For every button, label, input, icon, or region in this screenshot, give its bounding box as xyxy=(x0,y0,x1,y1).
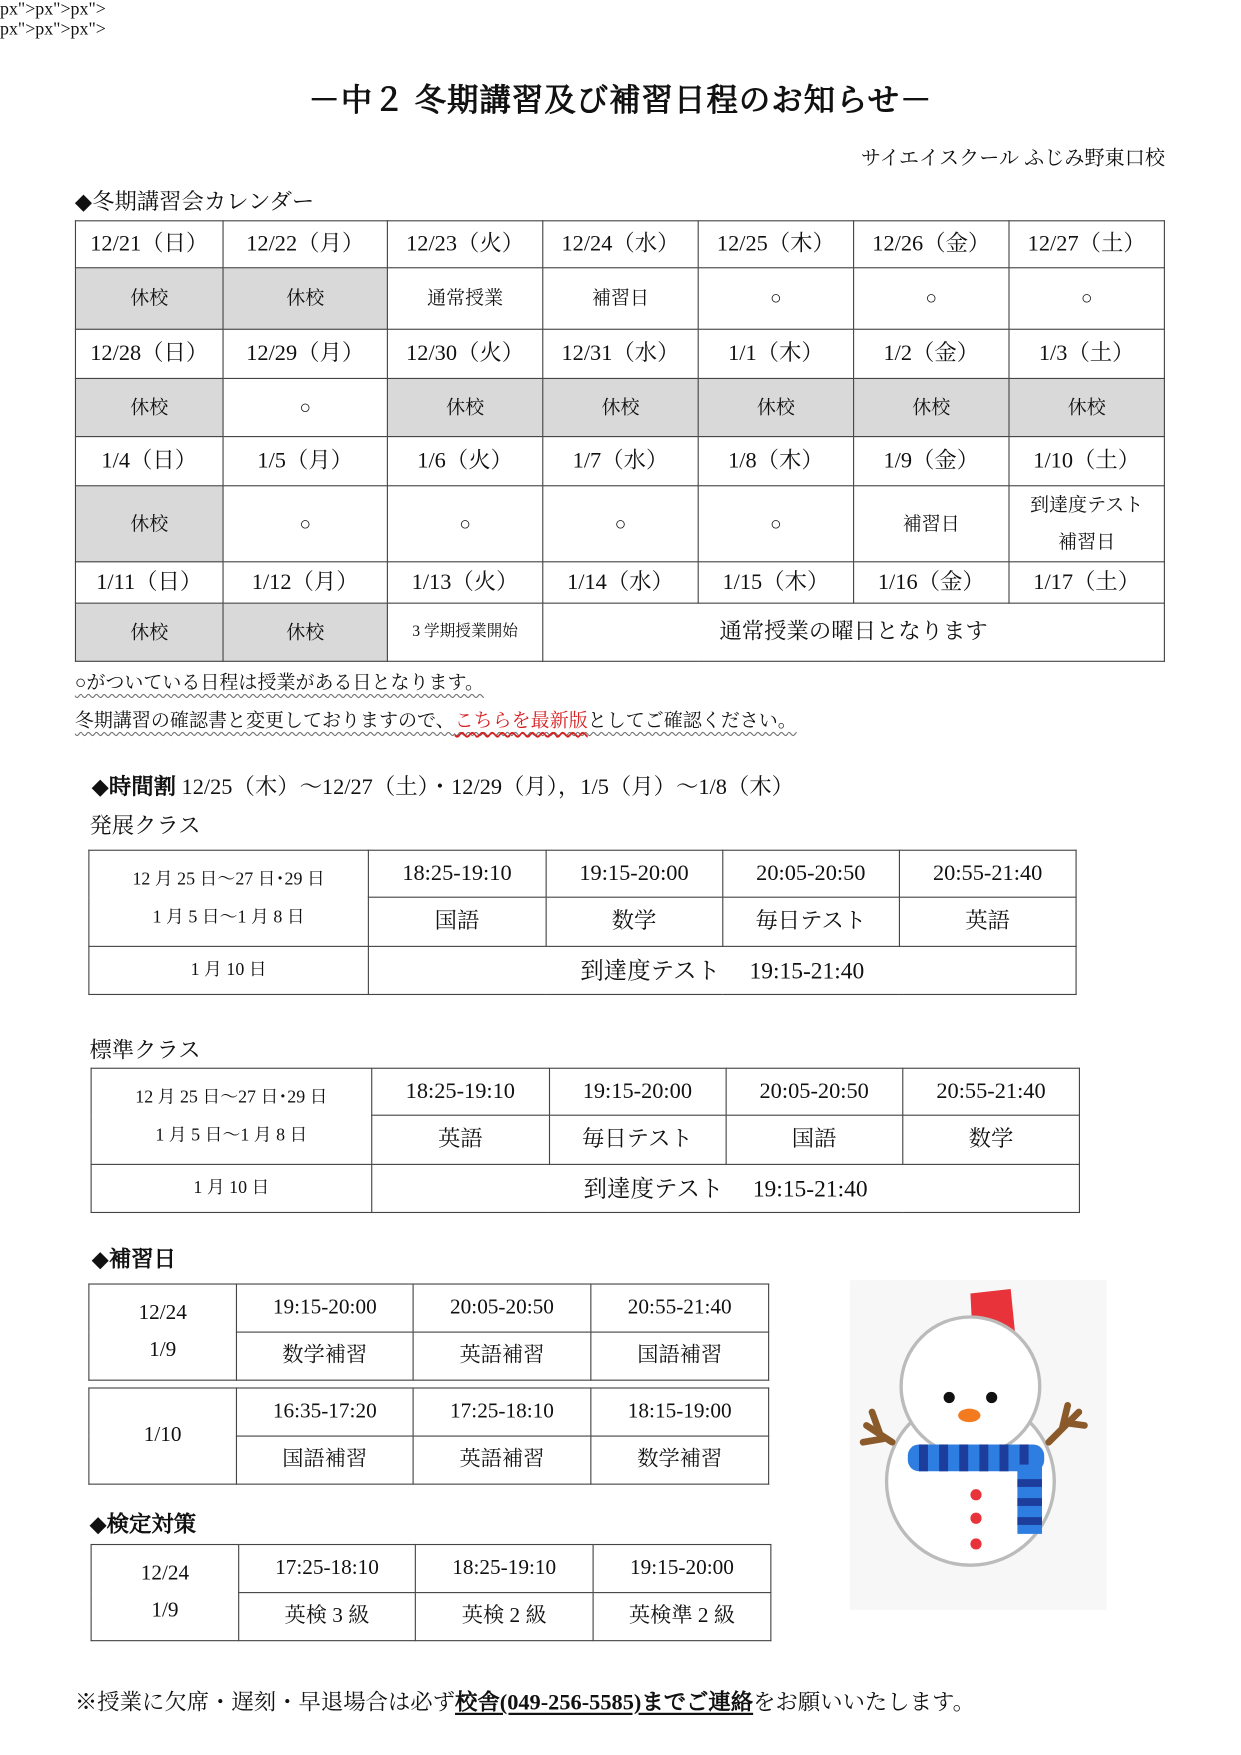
table-row xyxy=(89,1284,769,1332)
day-cell xyxy=(89,1284,237,1380)
class-name: 標準クラス xyxy=(89,1038,201,1064)
table-cell: 国語 xyxy=(726,1115,903,1164)
date-range-cell xyxy=(91,1068,372,1164)
calendar-date-row xyxy=(75,562,1164,603)
calendar-cell: ○ xyxy=(698,268,853,329)
timetable-advanced: px">px">px"> 12 月 25 日～27 日･29 日 1 月 5 日～1 月 8 日 18:25-19:10 19:15-20:00 20:05-20:50 20:55-21:40 国語 数学 毎日テスト 英語 1 月 10 日 到達度テスト 19:15-21:40 xyxy=(0,0,1241,20)
table-cell: 毎日テスト xyxy=(549,1115,726,1164)
table-cell: 国語補習 xyxy=(591,1332,769,1380)
table-cell: 1/3（土） xyxy=(1009,329,1164,378)
table-cell: 1/13（火） xyxy=(387,562,542,603)
range-line: 12 月 25 日～27 日･29 日 xyxy=(135,1087,328,1107)
table-cell: 1/2（金） xyxy=(854,329,1009,378)
hoshu-heading: ◆補習日 xyxy=(91,1247,176,1273)
table-cell: 1 月 10 日 xyxy=(89,946,369,994)
calendar-cell: ○ xyxy=(854,268,1009,329)
calendar-cell: 休校 xyxy=(75,268,223,329)
range-line: 1 月 5 日～1 月 8 日 xyxy=(155,1125,308,1145)
footer-note xyxy=(75,1684,975,1716)
table-cell: 1/1（木） xyxy=(698,329,853,378)
date-range-cell xyxy=(89,850,369,946)
snowman-illustration xyxy=(850,1280,1107,1610)
calendar-cell: 通常授業の曜日となります xyxy=(543,603,1165,661)
table-cell: 20:55-21:40 xyxy=(591,1284,769,1332)
calendar-cell: 休校 xyxy=(75,486,223,562)
calendar-cell: 通常授業 xyxy=(387,268,542,329)
table-cell: 1/11（日） xyxy=(75,562,223,603)
table-cell: 19:15-20:00 xyxy=(593,1545,771,1593)
day-cell xyxy=(91,1545,239,1641)
table-cell: 英検 2 級 xyxy=(415,1593,593,1641)
calendar-cell: 休校 xyxy=(223,268,387,329)
footer-text: をお願いいたします。 xyxy=(753,1690,975,1716)
table-cell: 1/10（土） xyxy=(1009,437,1164,486)
table-cell: 20:05-20:50 xyxy=(413,1284,591,1332)
table-cell: 1/16（金） xyxy=(854,562,1009,603)
table-cell: 1 月 10 日 xyxy=(91,1164,372,1212)
table-cell: 18:25-19:10 xyxy=(415,1545,593,1593)
table-cell: 12/31（水） xyxy=(543,329,698,378)
table-cell: 19:15-20:00 xyxy=(546,850,723,897)
table-cell: 17:25-18:10 xyxy=(239,1545,416,1593)
footer-text: ※授業に欠席・遅刻・早退場合は必ず xyxy=(74,1690,456,1716)
table-cell: 12/27（土） xyxy=(1009,221,1164,268)
table-cell: 毎日テスト xyxy=(722,897,899,946)
table-cell: 英語補習 xyxy=(413,1332,591,1380)
calendar-date-row xyxy=(75,437,1164,486)
table-cell: 20:05-20:50 xyxy=(726,1068,903,1115)
table-cell: 英語 xyxy=(899,897,1076,946)
calendar-cell: 休校 xyxy=(75,603,223,661)
calendar-heading: ◆冬期講習会カレンダー xyxy=(74,190,315,215)
calendar-cell: 補習日 xyxy=(854,486,1009,562)
table-cell: 12/30（火） xyxy=(387,329,542,378)
table-cell: 1/5（月） xyxy=(223,437,387,486)
calendar-cell: ○ xyxy=(223,486,387,562)
table-cell: 20:55-21:40 xyxy=(903,1068,1080,1115)
calendar-cell xyxy=(1009,486,1164,562)
timetable-table xyxy=(91,1068,1080,1213)
note-text: としてご確認ください。 xyxy=(587,709,797,732)
calendar-cell: 補習日 xyxy=(543,268,698,329)
school-name: サイエイスクール ふじみ野東口校 xyxy=(860,146,1165,169)
day-line: 1/10 xyxy=(143,1423,182,1448)
table-cell: 12/26（金） xyxy=(854,221,1009,268)
calendar-cell: 休校 xyxy=(698,378,853,436)
table-cell: 英語 xyxy=(372,1115,549,1164)
table-row xyxy=(89,946,1076,994)
table-cell: 英検 3 級 xyxy=(239,1593,416,1641)
table-cell: 12/22（月） xyxy=(223,221,387,268)
day-line: 1/9 xyxy=(149,1337,177,1362)
kentei-heading: ◆検定対策 xyxy=(89,1512,197,1538)
note-text: 冬期講習の確認書と変更しておりますので、 xyxy=(74,709,455,732)
table-row xyxy=(91,1068,1079,1115)
table-cell: 数学補習 xyxy=(236,1332,413,1380)
timetable-standard: px">px">px"> 12 月 25 日～27 日･29 日 1 月 5 日～1 月 8 日 18:25-19:10 19:15-20:00 20:05-20:50 20:55-21:40 英語 毎日テスト 国語 数学 1 月 10 日 到達度テスト 19:15-21:40 xyxy=(0,20,1241,40)
cell-line: 補習日 xyxy=(1058,530,1116,552)
calendar-cell: 3 学期授業開始 xyxy=(387,603,542,661)
table-cell: 1/14（水） xyxy=(543,562,698,603)
day-line: 12/24 xyxy=(140,1562,190,1586)
table-cell: 1/17（土） xyxy=(1009,562,1164,603)
day-line: 12/24 xyxy=(138,1301,187,1326)
table-cell: 18:25-19:10 xyxy=(372,1068,549,1115)
calendar-cell: 休校 xyxy=(854,378,1009,436)
schedule-table xyxy=(88,1283,769,1380)
table-cell: 18:25-19:10 xyxy=(368,850,545,897)
timetable-heading xyxy=(92,768,794,800)
calendar-cell: 休校 xyxy=(543,378,698,436)
table-cell: 数学 xyxy=(903,1115,1080,1164)
table-cell: 16:35-17:20 xyxy=(236,1388,413,1436)
page-title: －中２ 冬期講習及び補習日程のお知らせ－ xyxy=(308,83,933,119)
schedule-table xyxy=(88,1387,769,1484)
table-cell: 1/12（月） xyxy=(223,562,387,603)
calendar-cell: ○ xyxy=(698,486,853,562)
table-cell: 12/25（木） xyxy=(698,221,853,268)
day-cell xyxy=(89,1388,237,1484)
calendar-status-row xyxy=(75,486,1164,562)
calendar-cell: ○ xyxy=(1009,268,1164,329)
table-cell: 1/6（火） xyxy=(387,437,542,486)
calendar-cell: ○ xyxy=(543,486,698,562)
calendar-cell: ○ xyxy=(223,378,387,436)
table-cell: 12/29（月） xyxy=(223,329,387,378)
table-cell: 数学補習 xyxy=(591,1436,769,1484)
table-cell: 到達度テスト 19:15-21:40 xyxy=(368,946,1076,994)
table-cell: 英検準 2 級 xyxy=(593,1593,771,1641)
table-cell: 19:15-20:00 xyxy=(236,1284,413,1332)
table-cell: 17:25-18:10 xyxy=(413,1388,591,1436)
calendar-cell: 休校 xyxy=(75,378,223,436)
calendar-status-row xyxy=(75,268,1164,329)
calendar-note-1: ○がついている日程は授業がある日となります。 xyxy=(74,671,485,694)
note-highlight: こちらを最新版 xyxy=(454,709,588,732)
calendar-date-row xyxy=(75,221,1164,268)
range-line: 12 月 25 日～27 日･29 日 xyxy=(132,869,325,889)
table-cell: 20:55-21:40 xyxy=(899,850,1076,897)
calendar-date-row xyxy=(75,329,1164,378)
calendar-status-row xyxy=(75,603,1164,661)
table-cell: 12/24（水） xyxy=(543,221,698,268)
table-cell: 到達度テスト 19:15-21:40 xyxy=(372,1164,1080,1212)
contact-phone: 校舎(049-256-5585)までご連絡 xyxy=(455,1690,754,1716)
table-cell: 英語補習 xyxy=(413,1436,591,1484)
calendar-note-2 xyxy=(75,704,797,732)
table-cell: 20:05-20:50 xyxy=(722,850,899,897)
table-cell: 国語 xyxy=(368,897,545,946)
table-cell: 12/28（日） xyxy=(75,329,223,378)
table-row xyxy=(89,1388,769,1436)
calendar-cell: ○ xyxy=(387,486,542,562)
table-cell: 1/8（木） xyxy=(698,437,853,486)
cell-line: 到達度テスト xyxy=(1030,494,1144,516)
calendar-status-row xyxy=(75,378,1164,436)
table-row xyxy=(91,1545,771,1593)
table-cell: 19:15-20:00 xyxy=(549,1068,726,1115)
calendar-table xyxy=(75,220,1165,662)
table-cell: 1/4（日） xyxy=(75,437,223,486)
calendar-cell: 休校 xyxy=(387,378,542,436)
table-cell: 12/21（日） xyxy=(75,221,223,268)
timetable-table xyxy=(88,850,1076,995)
heading-dates: 12/25（木）～12/27（土）・12/29（月），1/5（月）～1/8（木） xyxy=(181,774,794,800)
table-cell: 12/23（火） xyxy=(387,221,542,268)
schedule-table xyxy=(91,1544,772,1641)
heading-label: ◆時間割 xyxy=(91,774,176,800)
table-row xyxy=(89,850,1076,897)
table-row xyxy=(91,1164,1079,1212)
table-cell: 数学 xyxy=(546,897,723,946)
day-line: 1/9 xyxy=(151,1598,179,1622)
table-cell: 1/9（金） xyxy=(854,437,1009,486)
table-cell: 1/15（木） xyxy=(698,562,853,603)
table-cell: 1/7（水） xyxy=(543,437,698,486)
range-line: 1 月 5 日～1 月 8 日 xyxy=(152,907,305,927)
calendar-cell: 休校 xyxy=(223,603,387,661)
table-cell: 18:15-19:00 xyxy=(591,1388,769,1436)
table-cell: 国語補習 xyxy=(236,1436,413,1484)
class-name: 発展クラス xyxy=(89,813,201,839)
calendar-cell: 休校 xyxy=(1009,378,1164,436)
